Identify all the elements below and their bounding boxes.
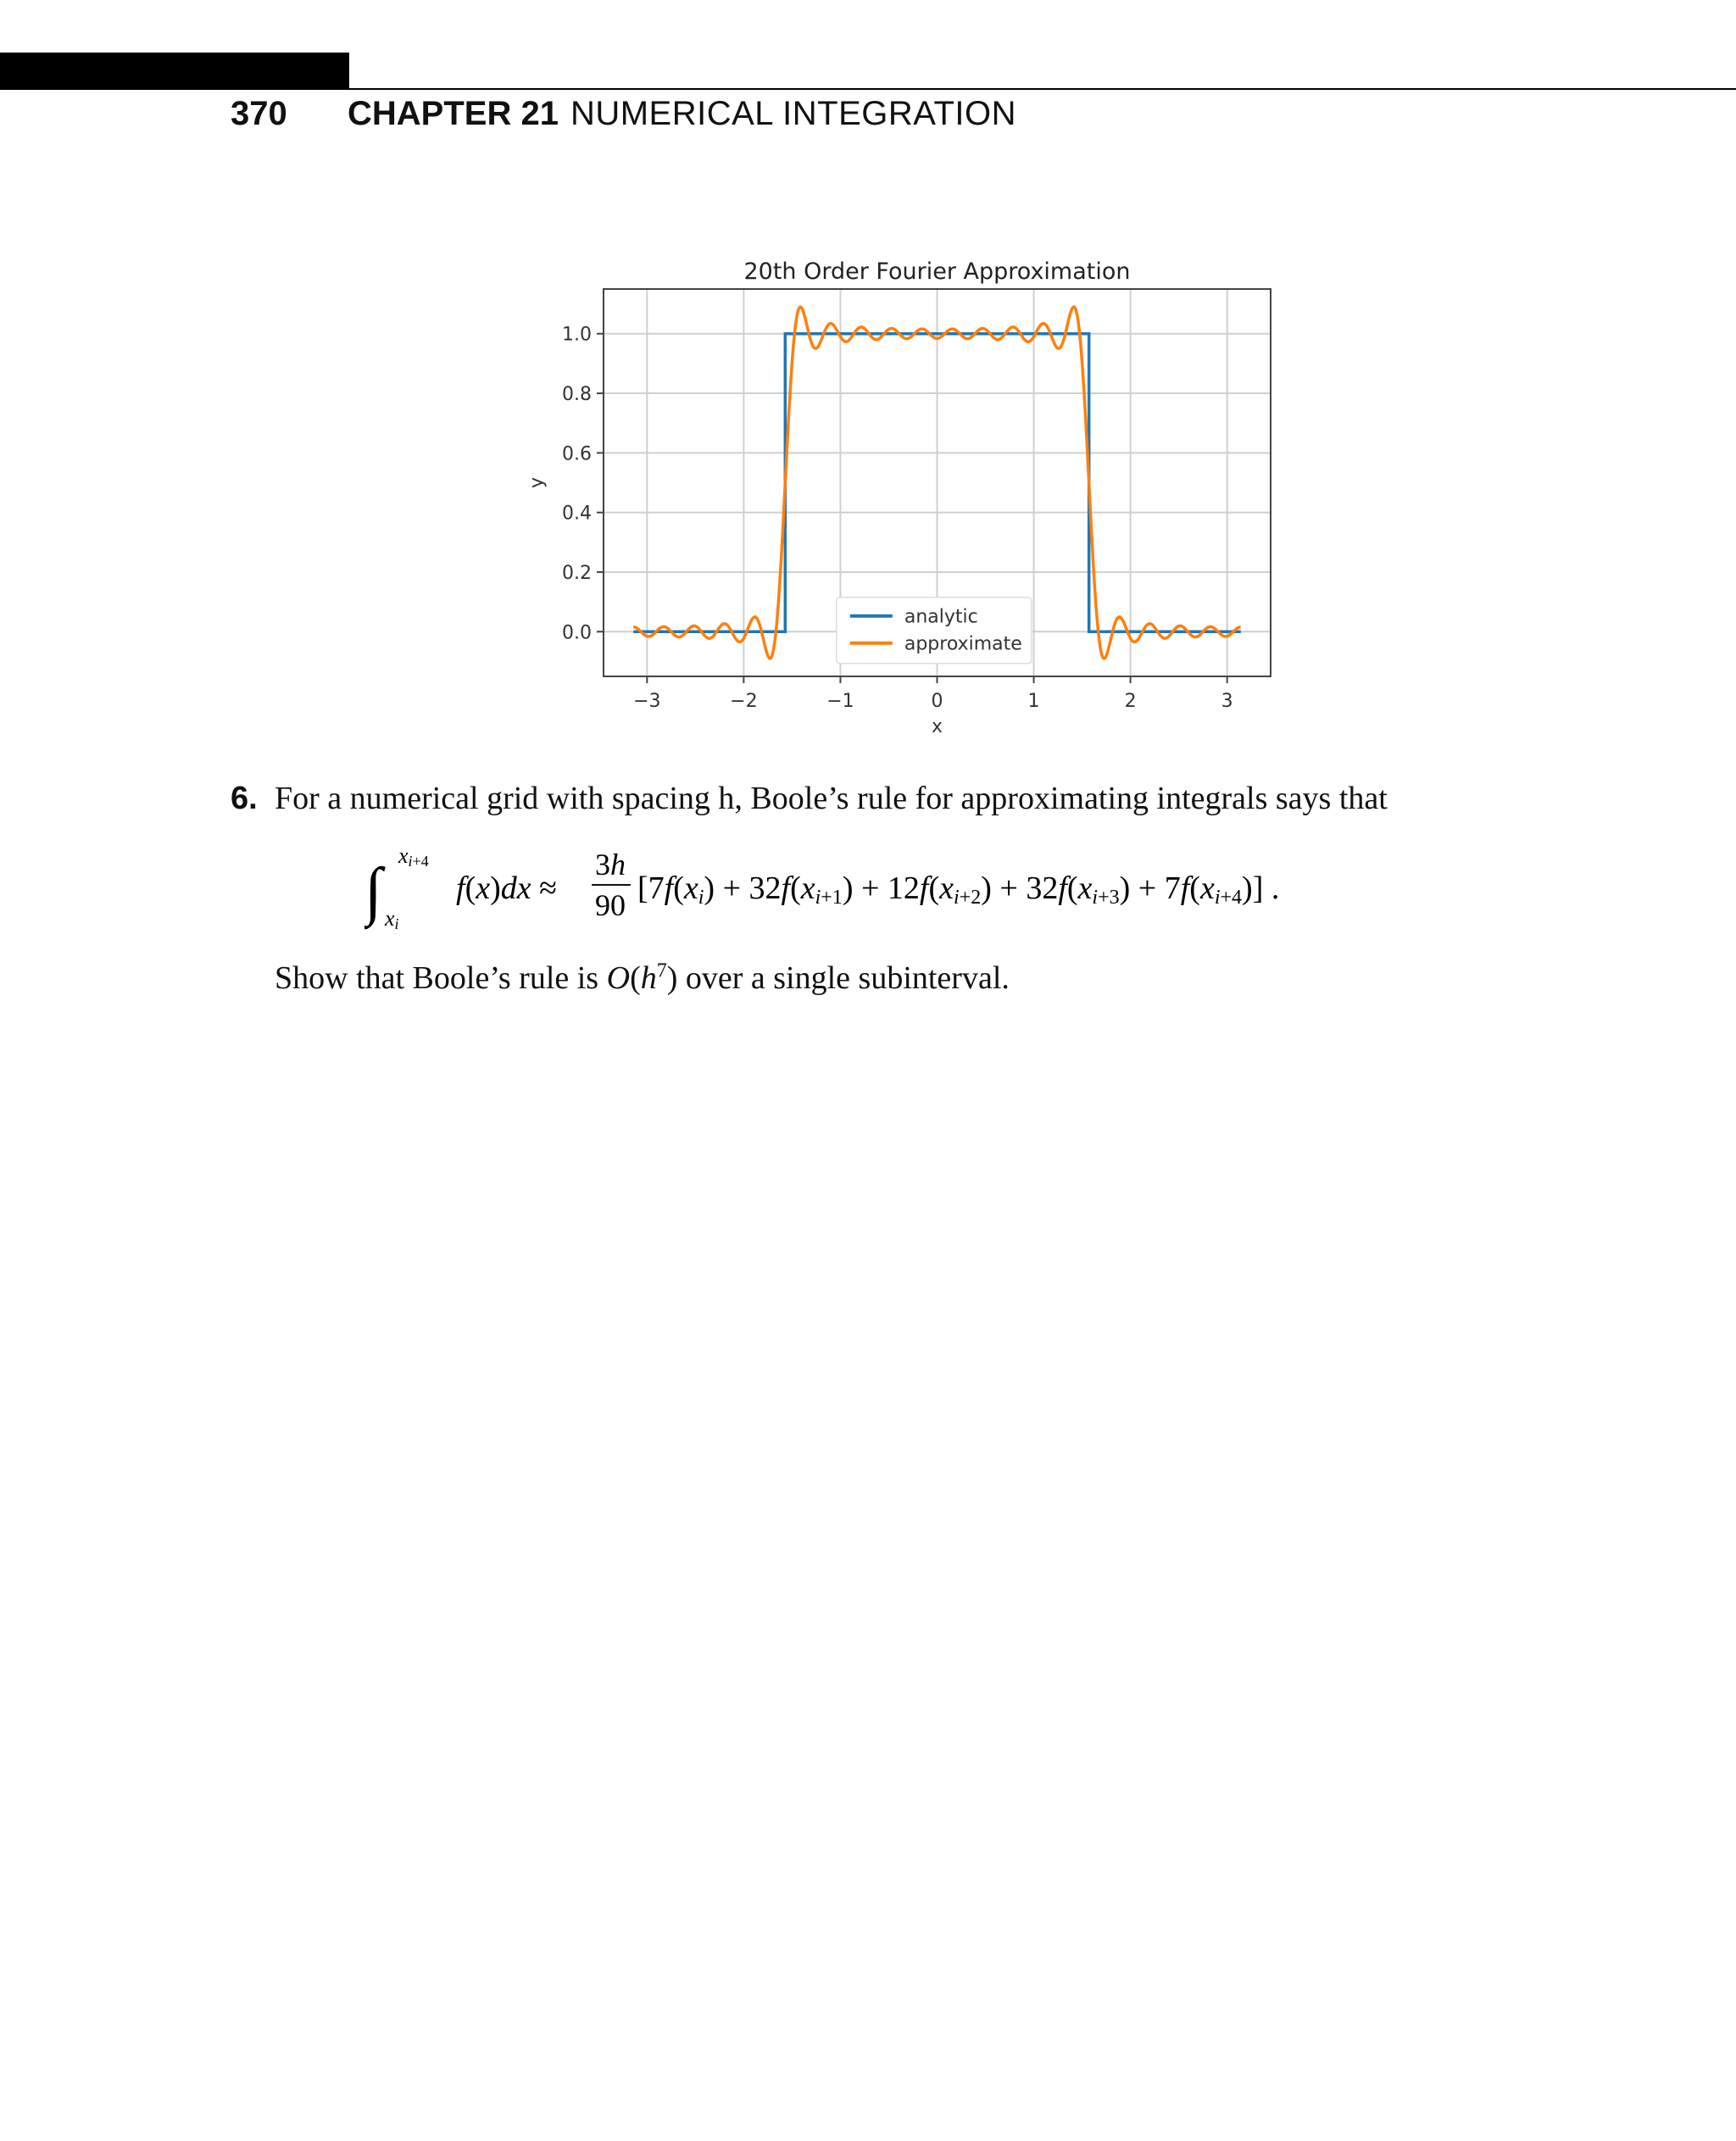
fraction-numerator: 3h [595,848,626,881]
problem-conclusion: Show that Boole’s rule is $O(h^7)$ over a single subinterval. [275,959,1010,996]
problem-number: 6. [231,781,258,816]
fraction-denominator: 90 [595,888,626,922]
chapter-label: CHAPTER 21 [348,95,559,132]
y-axis-label: y [526,476,548,489]
x-tick-label: 0 [931,691,943,712]
x-axis-label: x [931,716,943,737]
problem-text: For a numerical grid with spacing h, Boole’s rule for approximating integrals says that [275,781,1388,816]
y-tick-label: 0.8 [562,384,592,406]
legend-label-analytic: analytic [904,606,978,628]
x-tick-label: 1 [1027,691,1040,712]
integral-upper-limit: xi+4 [398,844,429,870]
page-number: 370 [231,95,287,132]
bracket-expression: [7f(xi) + 32f(xi+1) + 12f(xi+2) + 32f(xi+3) + 7f(xi+4)] . [637,870,1280,909]
header-rule [349,88,1736,90]
problem-statement [231,778,1672,819]
x-tick-label: −3 [633,691,661,712]
chapter-title: NUMERICAL INTEGRATION [570,95,1017,132]
legend-label-approximate: approximate [904,633,1022,655]
x-tick-label: 2 [1124,691,1137,712]
integral-sign: ∫ [364,855,382,926]
y-tick-label: 0.6 [562,443,592,465]
x-tick-label: −2 [730,691,758,712]
y-tick-label: 0.0 [562,622,592,644]
header-black-bar [0,53,349,90]
x-tick-label: 3 [1221,691,1233,712]
integrand: f(x)dx ≈ [456,870,557,906]
page-header [231,95,1016,137]
y-tick-label: 1.0 [562,324,592,346]
integral-lower-limit: xi [385,906,399,932]
y-tick-label: 0.4 [562,503,592,525]
boole-rule-equation [364,844,1466,937]
y-tick-label: 0.2 [562,562,592,584]
fourier-chart [526,251,1271,751]
chart-title: 20th Order Fourier Approximation [743,259,1131,285]
x-tick-label: −1 [826,691,854,712]
